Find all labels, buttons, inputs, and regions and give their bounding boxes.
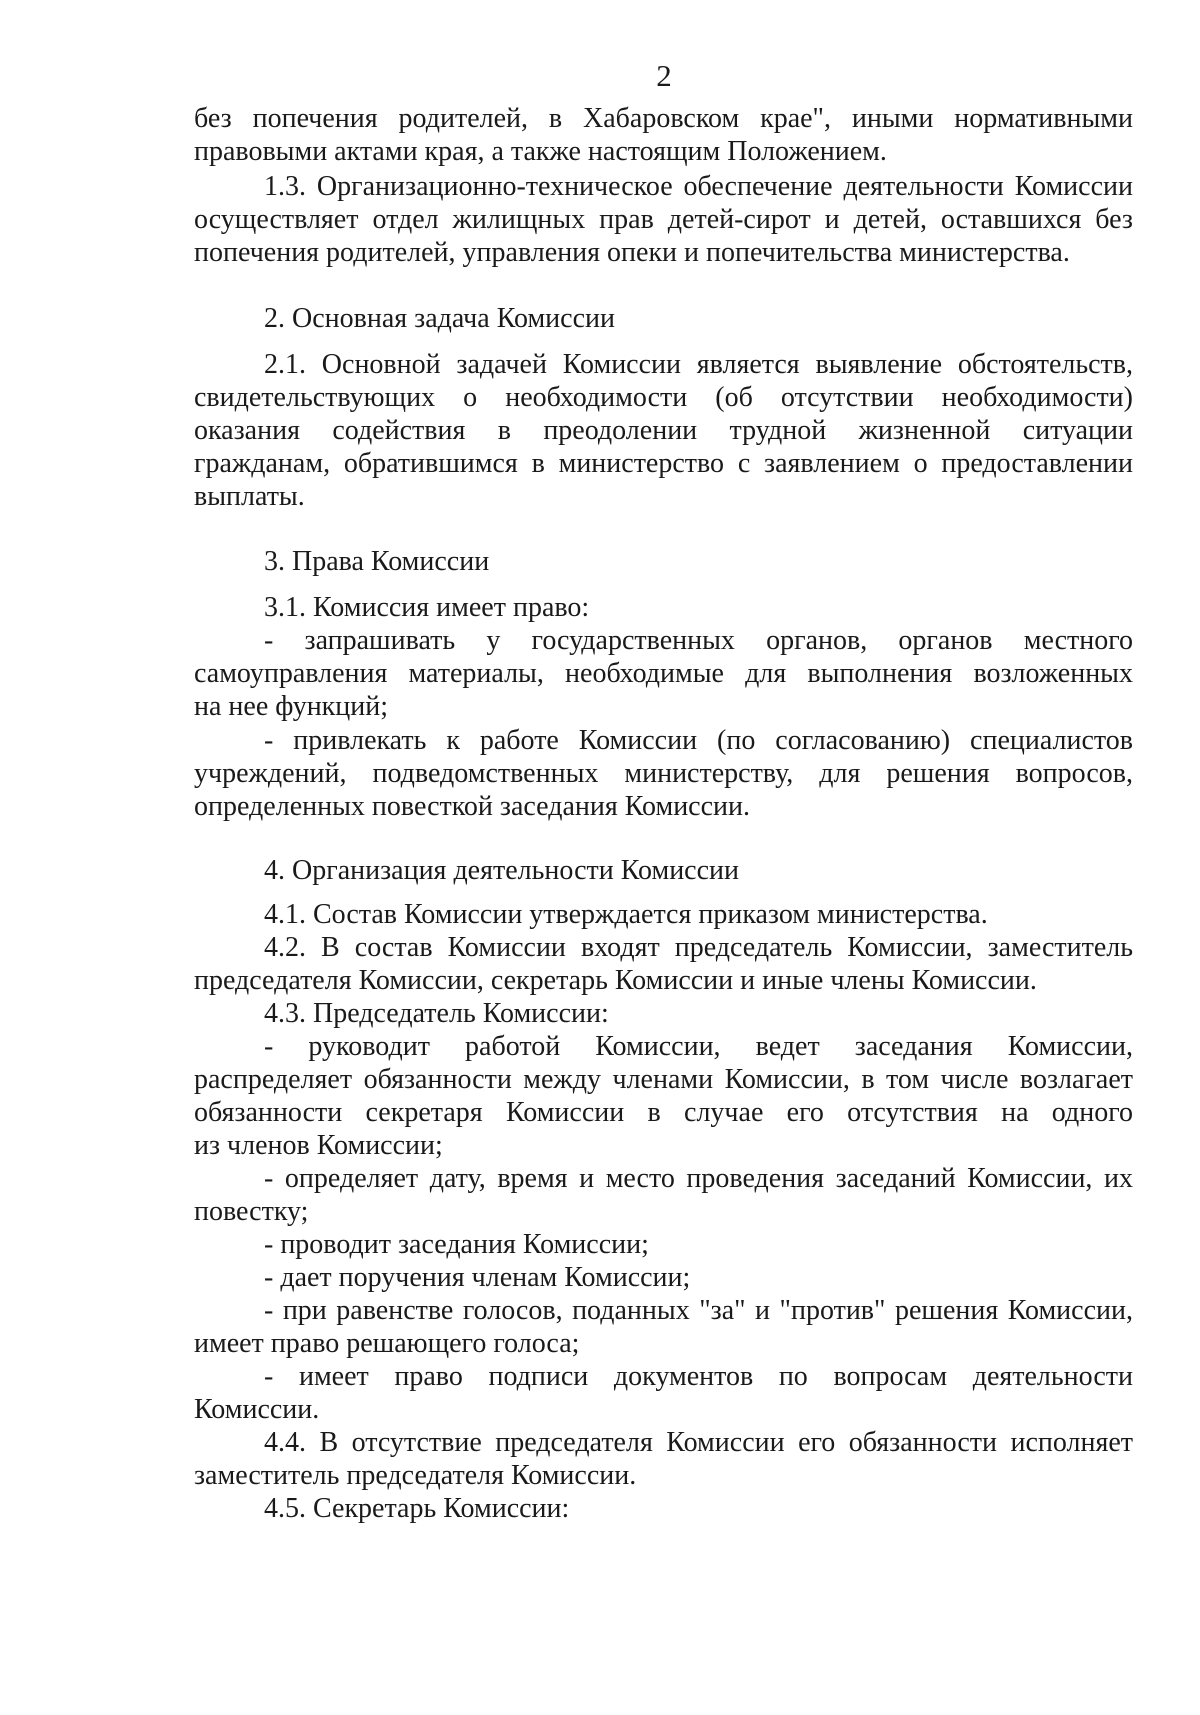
section-heading: 3. Права Комиссии: [264, 546, 490, 577]
text-line: - привлекать к работе Комиссии (по согласованию) специалистов: [264, 725, 1133, 756]
paragraph-4-4: [194, 1426, 1133, 1492]
chair-duty-schedule: [194, 1162, 1133, 1228]
chair-duty-casting-vote: [194, 1294, 1133, 1360]
text-line: повестку;: [194, 1196, 309, 1227]
intro-paragraph: [194, 102, 1133, 168]
text-line: Комиссии.: [194, 1394, 320, 1425]
chair-duty-sign: [194, 1360, 1133, 1426]
text-line: без попечения родителей, в Хабаровском крае", иными нормативными: [194, 103, 1133, 134]
text-line: - запрашивать у государственных органов, органов местного: [264, 625, 1133, 656]
rights-item-request: [194, 624, 1133, 723]
paragraph-1-3: [194, 170, 1133, 269]
text-line: распределяет обязанности между членами Комиссии, в том числе возлагает: [194, 1064, 1133, 1095]
section-4: [194, 854, 1133, 887]
text-line: 3.1. Комиссия имеет право:: [264, 592, 590, 623]
paragraph-4-2: [194, 931, 1133, 997]
text-line: осуществляет отдел жилищных прав детей-сирот и детей, оставшихся без: [194, 204, 1133, 235]
text-line: 2.1. Основной задачей Комиссии является выявление обстоятельств,: [264, 349, 1133, 380]
text-line: - при равенстве голосов, поданных "за" и "против" решения Комиссии,: [264, 1295, 1133, 1326]
text-line: - руководит работой Комиссии, ведет заседания Комиссии,: [264, 1031, 1133, 1062]
paragraph-4-5: [194, 1492, 1133, 1525]
section-heading: 2. Основная задача Комиссии: [264, 303, 615, 334]
text-line: - проводит заседания Комиссии;: [264, 1229, 649, 1260]
section-2: [194, 302, 1133, 335]
text-line: свидетельствующих о необходимости (об отсутствии необходимости): [194, 382, 1133, 413]
paragraph-4-3: [194, 997, 1133, 1030]
page-number: 2: [656, 58, 672, 93]
chair-duty-lead: [194, 1030, 1133, 1162]
text-line: обязанности секретаря Комиссии в случае его отсутствия на одного: [194, 1097, 1133, 1128]
text-line: правовыми актами края, а также настоящим Положением.: [194, 136, 887, 167]
text-line: 1.3. Организационно-техническое обеспечение деятельности Комиссии: [264, 171, 1133, 202]
paragraph-2-1: [194, 348, 1133, 513]
chair-duty-conduct: [194, 1228, 1133, 1261]
text-line: учреждений, подведомственных министерству, для решения вопросов,: [194, 758, 1133, 789]
text-line: - имеет право подписи документов по вопросам деятельности: [264, 1361, 1133, 1392]
text-line: самоуправления материалы, необходимые для выполнения возложенных: [194, 658, 1133, 689]
text-line: - дает поручения членам Комиссии;: [264, 1262, 691, 1293]
text-line: 4.1. Состав Комиссии утверждается приказом министерства.: [264, 899, 988, 930]
text-line: заместитель председателя Комиссии.: [194, 1460, 637, 1491]
text-line: на нее функций;: [194, 691, 389, 722]
text-line: 4.2. В состав Комиссии входят председатель Комиссии, заместитель: [264, 932, 1133, 963]
text-line: гражданам, обратившимся в министерство с заявлением о предоставлении: [194, 448, 1133, 479]
section-3: [194, 545, 1133, 578]
rights-item-involve: [194, 724, 1133, 823]
text-line: определенных повесткой заседания Комиссии.: [194, 791, 751, 822]
paragraph-4-1: [194, 898, 1133, 931]
text-line: 4.5. Секретарь Комиссии:: [264, 1493, 570, 1524]
section-heading: 4. Организация деятельности Комиссии: [264, 855, 740, 886]
text-line: - определяет дату, время и место проведения заседаний Комиссии, их: [264, 1163, 1133, 1194]
text-line: попечения родителей, управления опеки и попечительства министерства.: [194, 237, 1070, 268]
text-line: оказания содействия в преодолении трудной жизненной ситуации: [194, 415, 1133, 446]
paragraph-3-1: [194, 591, 1133, 624]
text-line: председателя Комиссии, секретарь Комиссии и иные члены Комиссии.: [194, 965, 1037, 996]
text-line: из членов Комиссии;: [194, 1130, 443, 1161]
chair-duty-assign: [194, 1261, 1133, 1294]
text-line: имеет право решающего голоса;: [194, 1328, 580, 1359]
text-line: 4.3. Председатель Комиссии:: [264, 998, 609, 1029]
text-line: выплаты.: [194, 481, 305, 512]
text-line: 4.4. В отсутствие председателя Комиссии его обязанности исполняет: [264, 1427, 1133, 1458]
